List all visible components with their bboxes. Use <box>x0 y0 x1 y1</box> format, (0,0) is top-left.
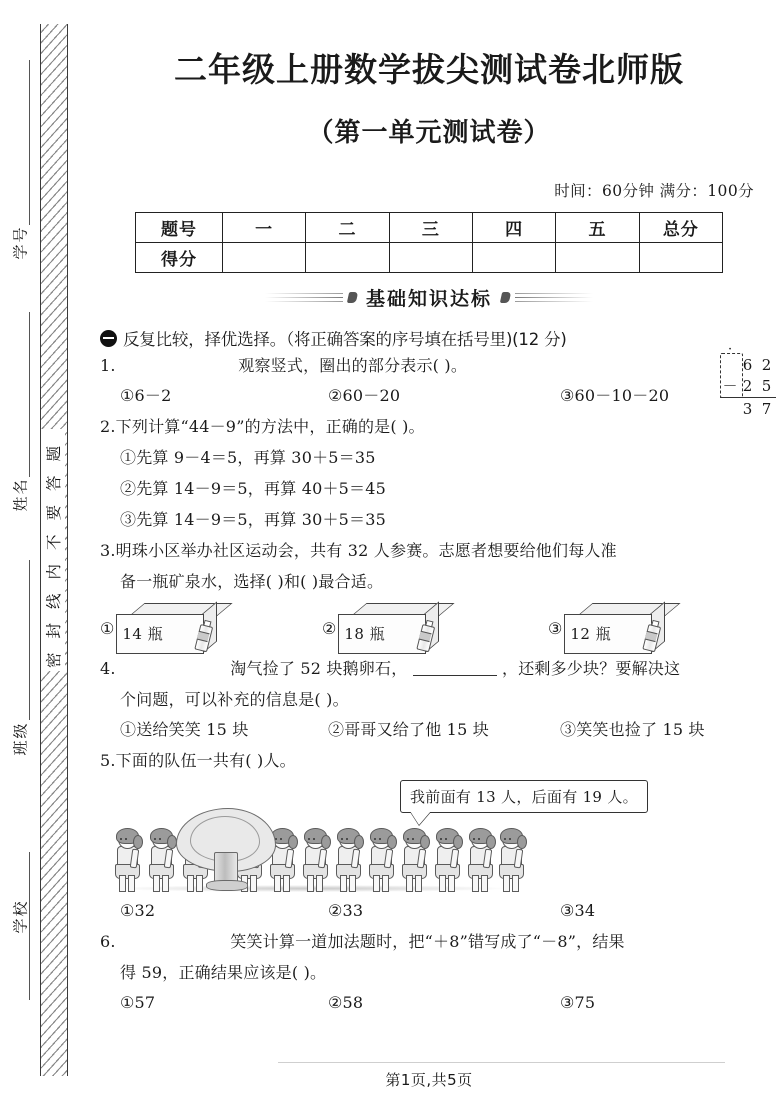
speech-bubble: 我前面有 13 人，后面有 19 人。 <box>400 780 648 813</box>
question-stem-post: ，还剩多少块？要解决这 <box>502 659 681 678</box>
score-cell-total[interactable] <box>639 243 722 273</box>
question-5-illustration <box>100 778 780 896</box>
question-5 <box>100 745 780 776</box>
seal-field-name[interactable] <box>0 477 40 512</box>
page-title: 二年级上册数学拔尖测试卷北师版 <box>174 50 684 89</box>
question-number: 2. <box>100 417 116 436</box>
question-4-stem-line1 <box>100 653 762 684</box>
question-number: 6. <box>100 932 116 951</box>
question-2-stem <box>100 411 762 442</box>
question-stem-text: 观察竖式，圈出的部分表示( )。 <box>238 356 468 375</box>
question-3-stem-line2: 备一瓶矿泉水，选择( )和( )最合适。 <box>120 572 384 591</box>
question-number: 5. <box>100 751 116 770</box>
vertical-calculation <box>704 342 776 419</box>
score-cell-4[interactable] <box>472 243 555 273</box>
seal-field-label: 班级 <box>11 721 30 756</box>
question-number: 4. <box>100 659 116 678</box>
score-table-col-4: 四 <box>472 213 555 243</box>
question-4-options <box>120 715 762 745</box>
carton-box-icon <box>116 603 224 653</box>
question-stem-pre: 淘气捡了 52 块鹅卵石， <box>230 659 408 678</box>
carton-option-1[interactable] <box>100 603 322 653</box>
question-1-options <box>120 381 762 411</box>
question-3-carton-options <box>100 603 780 653</box>
seal-student-fields <box>0 0 40 1103</box>
seal-sidebar <box>0 0 78 1103</box>
banner-decoration-left-icon <box>265 291 343 304</box>
score-table-col-total: 总分 <box>639 213 722 243</box>
carton-label: 14 瓶 <box>122 625 164 643</box>
seal-rule-2 <box>29 312 30 477</box>
table-row <box>136 213 723 243</box>
dashed-highlight-box <box>720 353 743 398</box>
score-table-col-1: 一 <box>223 213 306 243</box>
seal-hatch-band <box>40 24 68 1076</box>
carton-option-2[interactable] <box>322 603 548 653</box>
option-3[interactable]: ③75 <box>560 993 596 1012</box>
seal-rule-1 <box>29 60 30 225</box>
section-heading-text: 反复比较，择优选择。（将正确答案的序号填在括号里)(12 分) <box>123 330 567 349</box>
section-banner-title: 基础知识达标 <box>365 288 492 310</box>
queue-scene <box>108 816 528 894</box>
question-5-options-wrap <box>100 896 780 926</box>
question-6-options <box>120 988 762 1018</box>
question-number: 3. <box>100 541 116 560</box>
option-1[interactable]: ①6－2 <box>120 386 172 405</box>
vcalc-operator: － <box>722 377 738 395</box>
vcalc-digit: 3 <box>742 399 753 418</box>
option-marker: ③ <box>548 618 563 638</box>
option-2[interactable]: ②33 <box>328 901 364 920</box>
question-6 <box>100 926 780 1018</box>
queue-child <box>368 830 394 890</box>
vcalc-digit: 5 <box>761 376 772 395</box>
queue-child <box>401 830 427 890</box>
seal-line-label: 密封线内不要答题 <box>41 429 65 671</box>
option-1[interactable]: ①送给笑笑 15 块 <box>120 720 249 739</box>
option-2[interactable]: ②60－20 <box>328 386 401 405</box>
option-3[interactable]: ③34 <box>560 901 596 920</box>
vcalc-digit: 2 <box>761 355 772 374</box>
question-stem-text: 下列计算“44－9”的方法中，正确的是( )。 <box>115 417 425 436</box>
carton-label: 12 瓶 <box>570 625 612 643</box>
score-table-row-label: 得分 <box>136 243 223 273</box>
carry-dot-icon: · <box>728 342 733 357</box>
seal-field-class[interactable] <box>0 721 40 756</box>
seal-field-label: 学校 <box>11 899 30 934</box>
footer-divider <box>278 1062 725 1063</box>
queue-child <box>498 830 524 890</box>
score-cell-2[interactable] <box>306 243 389 273</box>
question-2-option-3[interactable]: ③先算 14－9＝5，再算 30＋5＝35 <box>120 510 386 529</box>
section-number-one-icon <box>100 330 117 347</box>
question-1-stem <box>100 350 762 381</box>
banner-diamond-right-icon <box>500 292 511 303</box>
vcalc-digit: 6 <box>742 355 753 374</box>
score-table-col-5: 五 <box>556 213 639 243</box>
page-subtitle: （第一单元测试卷） <box>307 118 551 148</box>
banner-decoration-right-icon <box>515 291 593 304</box>
tree-icon <box>176 808 274 894</box>
queue-child <box>114 830 140 890</box>
question-3-stem-line1 <box>100 535 762 566</box>
question-6-stem-line1 <box>100 926 762 957</box>
question-2-option-2[interactable]: ②先算 14－9＝5，再算 40＋5＝45 <box>120 479 386 498</box>
option-3[interactable]: ③笑笑也捡了 15 块 <box>560 720 705 739</box>
queue-child <box>148 830 174 890</box>
section-banner <box>78 284 780 311</box>
vcalc-digit: 7 <box>761 399 772 418</box>
score-cell-5[interactable] <box>556 243 639 273</box>
option-1[interactable]: ①57 <box>120 993 156 1012</box>
question-3 <box>100 535 780 597</box>
fill-in-blank[interactable] <box>413 660 497 676</box>
carton-label: 18 瓶 <box>344 625 386 643</box>
question-4 <box>100 653 780 745</box>
queue-child <box>335 830 361 890</box>
question-2 <box>100 411 780 535</box>
seal-field-label: 姓名 <box>11 477 30 512</box>
queue-child <box>434 830 460 890</box>
queue-child <box>467 830 493 890</box>
question-6-stem-line2: 得 59，正确结果应该是( )。 <box>120 963 327 982</box>
seal-field-school[interactable] <box>0 899 40 934</box>
question-stem-text: 下面的队伍一共有( )人。 <box>115 751 296 770</box>
exam-meta: 时间：60分钟 满分：100分 <box>554 182 754 200</box>
option-2[interactable]: ②哥哥又给了他 15 块 <box>328 720 489 739</box>
score-table <box>135 212 723 273</box>
question-stem-text: 笑笑计算一道加法题时，把“＋8”错写成了“－8”，结果 <box>230 932 625 951</box>
score-table-row-label: 题号 <box>136 213 223 243</box>
question-number: 1. <box>100 356 116 375</box>
vcalc-digit: 2 <box>742 376 753 395</box>
seal-field-label: 学号 <box>11 225 30 260</box>
option-marker: ② <box>322 618 337 638</box>
carton-box-icon <box>564 603 672 653</box>
carton-option-3[interactable] <box>548 603 672 653</box>
exam-page <box>78 0 780 1103</box>
carton-box-icon <box>338 603 446 653</box>
queue-child <box>302 830 328 890</box>
option-marker: ① <box>100 618 115 638</box>
banner-diamond-left-icon <box>347 292 358 303</box>
question-4-stem-line2: 个问题，可以补充的信息是( )。 <box>120 690 349 709</box>
page-footer: 第1页,共5页 <box>385 1071 473 1089</box>
score-cell-3[interactable] <box>389 243 472 273</box>
score-cell-1[interactable] <box>223 243 306 273</box>
seal-rule-3 <box>29 560 30 720</box>
option-2[interactable]: ②58 <box>328 993 364 1012</box>
score-table-col-3: 三 <box>389 213 472 243</box>
question-stem-text: 明珠小区举办社区运动会，共有 32 人参赛。志愿者想要给他们每人准 <box>115 541 617 560</box>
section-heading <box>100 326 780 350</box>
question-5-options <box>120 896 762 926</box>
question-5-stem <box>100 745 762 776</box>
option-1[interactable]: ①32 <box>120 901 156 920</box>
score-table-col-2: 二 <box>306 213 389 243</box>
option-3[interactable]: ③60－10－20 <box>560 386 670 405</box>
table-row <box>136 243 723 273</box>
seal-field-student-id[interactable] <box>0 225 40 260</box>
question-1 <box>100 342 780 418</box>
question-2-option-1[interactable]: ①先算 9－4＝5，再算 30＋5＝35 <box>120 448 376 467</box>
